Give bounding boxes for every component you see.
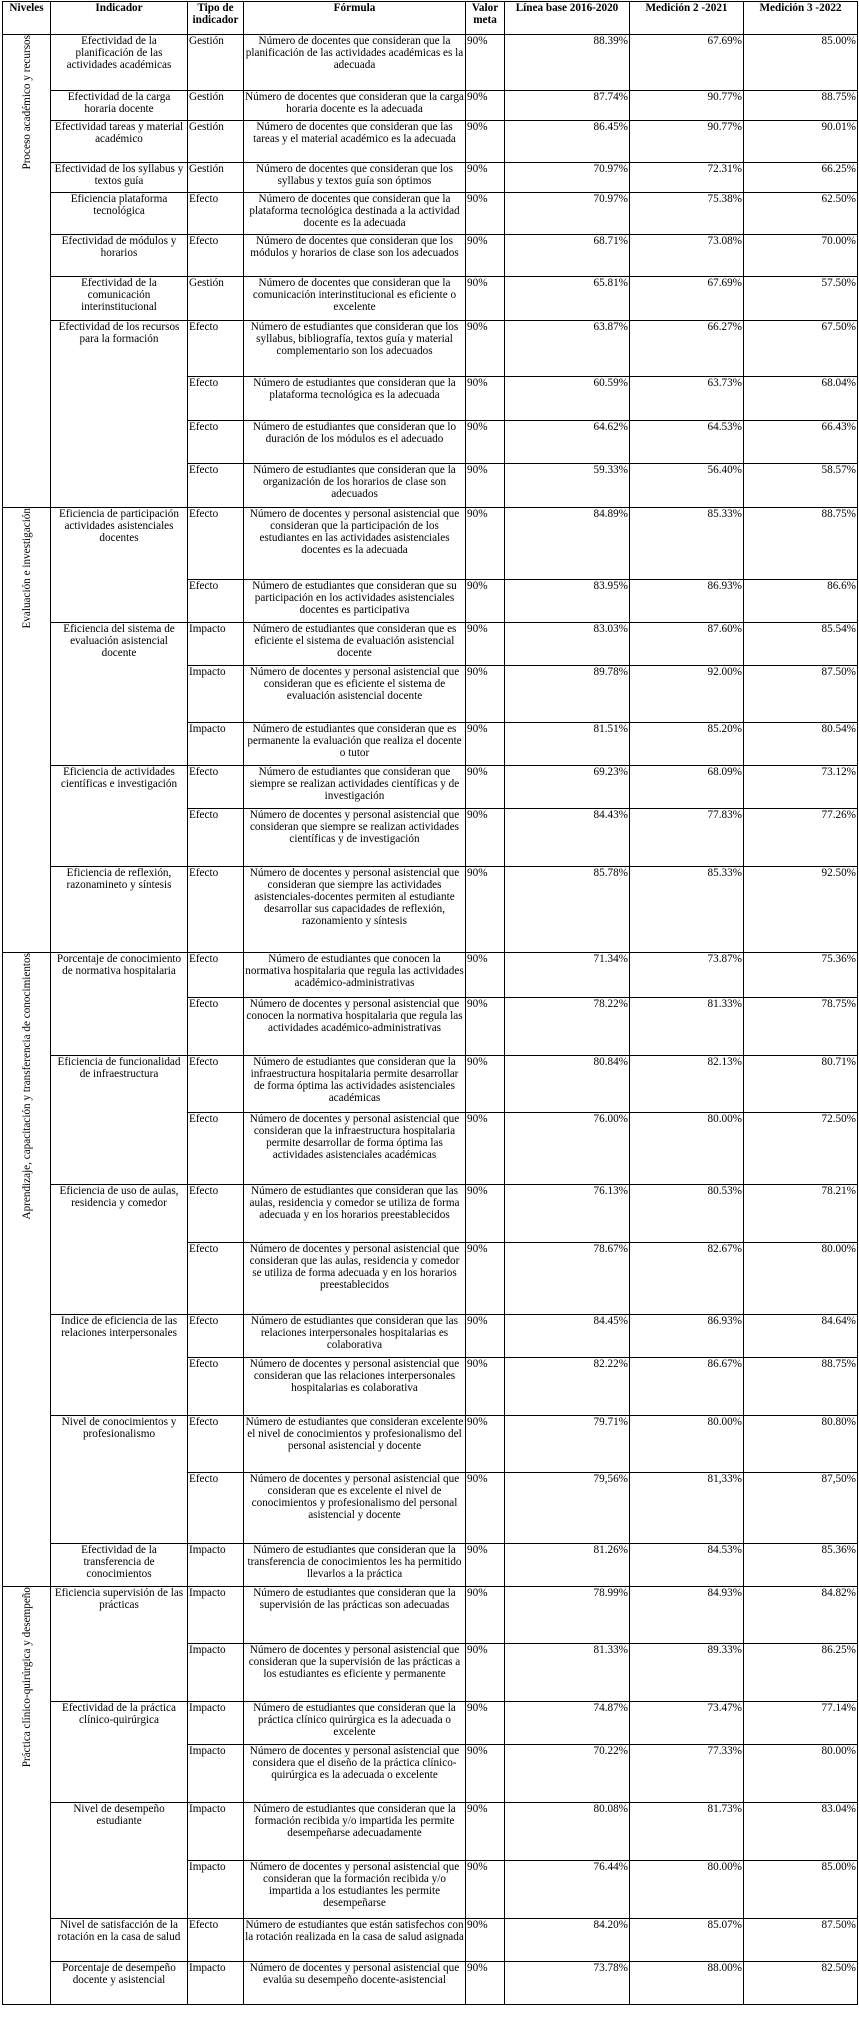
measure2-cell: 82.13% (630, 1056, 744, 1113)
type-cell: Impacto (188, 1803, 244, 1861)
measure3-cell: 85.36% (744, 1544, 858, 1587)
indicator-cell: Nivel de desempeño estudiante (51, 1803, 188, 1919)
measure2-cell: 63.73% (630, 377, 744, 421)
goal-cell: 90% (466, 998, 505, 1056)
table-row (3, 508, 858, 580)
goal-cell: 90% (466, 1056, 505, 1113)
baseline-cell: 78.67% (505, 1243, 630, 1315)
type-cell: Gestión (188, 91, 244, 121)
baseline-cell: 73.78% (505, 1962, 630, 2005)
goal-cell: 90% (466, 277, 505, 321)
measure3-cell: 85.54% (744, 623, 858, 666)
measure3-cell: 86.25% (744, 1644, 858, 1702)
formula-cell: Número de estudiantes que consideran que la formación recibida y/o impartida les permite desempeñarse adecuadamente (244, 1803, 466, 1861)
formula-cell: Número de docentes y personal asistencial que consideran que la supervisión de las prácticas a los estudiantes es eficiente y permanente (244, 1644, 466, 1702)
formula-cell: Número de docentes y personal asistencial que consideran que siempre se realizan actividades científicas y de investigación (244, 809, 466, 867)
type-cell: Efecto (188, 867, 244, 953)
type-cell: Efecto (188, 953, 244, 998)
table-row (3, 91, 858, 121)
formula-cell: Número de docentes y personal asistencial que consideran que la infraestructura hospitalaria permite desarrollar de forma óptima las actividades asistenciales académicas (244, 1113, 466, 1185)
table-row (3, 277, 858, 321)
measure3-cell: 90.01% (744, 121, 858, 163)
goal-cell: 90% (466, 580, 505, 623)
type-cell: Efecto (188, 1416, 244, 1473)
measure3-cell: 85.00% (744, 1861, 858, 1919)
table-row (3, 867, 858, 953)
measure3-cell: 77.26% (744, 809, 858, 867)
indicator-cell: Eficiencia de actividades científicas e investigación (51, 766, 188, 867)
table-row (3, 163, 858, 193)
goal-cell: 90% (466, 321, 505, 377)
formula-cell: Número de docentes y personal asistencial que consideran que la participación de los estudiantes en las actividades asistenciales docentes es la adecuada (244, 508, 466, 580)
baseline-cell: 69.23% (505, 766, 630, 809)
measure3-cell: 80.54% (744, 723, 858, 766)
formula-cell: Número de estudiantes que consideran que siempre se realizan actividades científicas y de investigación (244, 766, 466, 809)
header-medicion-2: Medición 2 -2021 (630, 2, 744, 35)
measure3-cell: 82.50% (744, 1962, 858, 2005)
type-cell: Gestión (188, 121, 244, 163)
formula-cell: Número de docentes que consideran que la carga horaria docente es la adecuada (244, 91, 466, 121)
baseline-cell: 60.59% (505, 377, 630, 421)
measure2-cell: 77.83% (630, 809, 744, 867)
formula-cell: Número de docentes y personal asistencial que consideran que siempre las actividades asistenciales-docentes permiten al estudiante desarrollar sus capacidades de reflexión, razonamiento y síntesis (244, 867, 466, 953)
measure2-cell: 67.69% (630, 35, 744, 91)
goal-cell: 90% (466, 1113, 505, 1185)
measure3-cell: 80.00% (744, 1745, 858, 1803)
goal-cell: 90% (466, 666, 505, 723)
indicator-cell: Eficiencia plataforma tecnológica (51, 193, 188, 235)
type-cell: Efecto (188, 809, 244, 867)
measure3-cell: 58.57% (744, 464, 858, 508)
measure2-cell: 56.40% (630, 464, 744, 508)
indicator-cell: Efectividad de la carga horaria docente (51, 91, 188, 121)
baseline-cell: 88.39% (505, 35, 630, 91)
measure2-cell: 89.33% (630, 1644, 744, 1702)
indicator-cell: Indice de eficiencia de las relaciones interpersonales (51, 1315, 188, 1416)
table-row (3, 1416, 858, 1473)
type-cell: Impacto (188, 623, 244, 666)
goal-cell: 90% (466, 1745, 505, 1803)
measure2-cell: 81,33% (630, 1473, 744, 1544)
measure3-cell: 75.36% (744, 953, 858, 998)
table-row (3, 35, 858, 91)
indicator-cell: Nivel de satisfacción de la rotación en la casa de salud (51, 1919, 188, 1962)
formula-cell: Número de estudiantes que consideran que la transferencia de conocimientos les ha permitido llevarlos a la práctica (244, 1544, 466, 1587)
goal-cell: 90% (466, 421, 505, 464)
baseline-cell: 76.00% (505, 1113, 630, 1185)
measure3-cell: 85.00% (744, 35, 858, 91)
formula-cell: Número de estudiantes que están satisfechos con la rotación realizada en la casa de salud asignada (244, 1919, 466, 1962)
measure2-cell: 87.60% (630, 623, 744, 666)
formula-cell: Número de estudiantes que consideran que es eficiente el sistema de evaluación asistencial docente (244, 623, 466, 666)
indicator-cell: Efectividad de la comunicación interinstitucional (51, 277, 188, 321)
baseline-cell: 63.87% (505, 321, 630, 377)
goal-cell: 90% (466, 1962, 505, 2005)
type-cell: Efecto (188, 580, 244, 623)
measure3-cell: 84.64% (744, 1315, 858, 1358)
formula-cell: Número de estudiantes que consideran que su participación en los actividades asistenciales docentes es participativa (244, 580, 466, 623)
type-cell: Efecto (188, 235, 244, 277)
level-cell (3, 35, 51, 508)
table-row (3, 1962, 858, 2005)
measure2-cell: 67.69% (630, 277, 744, 321)
indicator-cell: Efectividad de los recursos para la formación (51, 321, 188, 508)
indicator-cell: Efectividad de la planificación de las actividades académicas (51, 35, 188, 91)
header-indicador: Indicador (51, 2, 188, 35)
measure3-cell: 86.6% (744, 580, 858, 623)
measure2-cell: 84.93% (630, 1587, 744, 1644)
baseline-cell: 70.22% (505, 1745, 630, 1803)
type-cell: Efecto (188, 1358, 244, 1416)
goal-cell: 90% (466, 1587, 505, 1644)
measure3-cell: 66.43% (744, 421, 858, 464)
measure3-cell: 84.82% (744, 1587, 858, 1644)
formula-cell: Número de docentes y personal asistencial que consideran que es excelente el nivel de conocimientos y profesionalismo del personal asistencial y docente (244, 1473, 466, 1544)
measure2-cell: 90.77% (630, 91, 744, 121)
measure3-cell: 78.75% (744, 998, 858, 1056)
table-row (3, 1702, 858, 1745)
measure2-cell: 84.53% (630, 1544, 744, 1587)
baseline-cell: 81.51% (505, 723, 630, 766)
baseline-cell: 80.84% (505, 1056, 630, 1113)
type-cell: Impacto (188, 1544, 244, 1587)
goal-cell: 90% (466, 809, 505, 867)
type-cell: Efecto (188, 464, 244, 508)
type-cell: Impacto (188, 1702, 244, 1745)
baseline-cell: 76.44% (505, 1861, 630, 1919)
measure2-cell: 85.33% (630, 867, 744, 953)
baseline-cell: 81.26% (505, 1544, 630, 1587)
measure2-cell: 86.93% (630, 1315, 744, 1358)
measure2-cell: 77.33% (630, 1745, 744, 1803)
goal-cell: 90% (466, 1315, 505, 1358)
level-label: Práctica clínico-quirúrgica y desempeño (20, 1587, 33, 1768)
indicator-cell: Porcentaje de desempeño docente y asistencial (51, 1962, 188, 2005)
baseline-cell: 82.22% (505, 1358, 630, 1416)
goal-cell: 90% (466, 193, 505, 235)
goal-cell: 90% (466, 1861, 505, 1919)
measure2-cell: 73.87% (630, 953, 744, 998)
measure2-cell: 81.33% (630, 998, 744, 1056)
baseline-cell: 78.22% (505, 998, 630, 1056)
type-cell: Efecto (188, 377, 244, 421)
header-linea-base: Línea base 2016-2020 (505, 2, 630, 35)
baseline-cell: 85.78% (505, 867, 630, 953)
indicator-cell: Eficiencia del sistema de evaluación asistencial docente (51, 623, 188, 766)
formula-cell: Número de docentes que consideran que los syllabus y textos guía son óptimos (244, 163, 466, 193)
goal-cell: 90% (466, 723, 505, 766)
baseline-cell: 86.45% (505, 121, 630, 163)
measure2-cell: 68.09% (630, 766, 744, 809)
formula-cell: Número de estudiantes que conocen la normativa hospitalaria que regula las actividades académico-administrativas (244, 953, 466, 998)
table-row (3, 1315, 858, 1358)
measure3-cell: 80.00% (744, 1243, 858, 1315)
formula-cell: Número de docentes y personal asistencial que consideran que la formación recibida y/o impartida a los estudiantes les permite desempeñarse (244, 1861, 466, 1919)
goal-cell: 90% (466, 953, 505, 998)
type-cell: Impacto (188, 1861, 244, 1919)
measure3-cell: 72.50% (744, 1113, 858, 1185)
goal-cell: 90% (466, 1544, 505, 1587)
formula-cell: Número de estudiantes que consideran que las relaciones interpersonales hospitalarias es colaborativa (244, 1315, 466, 1358)
indicator-cell: Eficiencia de participación actividades asistenciales docentes (51, 508, 188, 623)
goal-cell: 90% (466, 1644, 505, 1702)
goal-cell: 90% (466, 623, 505, 666)
formula-cell: Número de docentes y personal asistencial que consideran que las aulas, residencia y comedor se utiliza de forma adecuada y en los horarios preestablecidos (244, 1243, 466, 1315)
measure3-cell: 87.50% (744, 666, 858, 723)
baseline-cell: 83.03% (505, 623, 630, 666)
indicator-cell: Efectividad de la transferencia de conocimientos (51, 1544, 188, 1587)
level-label: Evaluación e investigación (20, 508, 33, 629)
formula-cell: Número de estudiantes que consideran que la supervisión de las prácticas son adecuadas (244, 1587, 466, 1644)
indicator-cell: Efectividad de módulos y horarios (51, 235, 188, 277)
baseline-cell: 65.81% (505, 277, 630, 321)
table-row (3, 321, 858, 377)
type-cell: Efecto (188, 998, 244, 1056)
measure2-cell: 90.77% (630, 121, 744, 163)
measure3-cell: 77.14% (744, 1702, 858, 1745)
type-cell: Efecto (188, 1315, 244, 1358)
formula-cell: Número de estudiantes que consideran que la organización de los horarios de clase son adecuados (244, 464, 466, 508)
baseline-cell: 84.45% (505, 1315, 630, 1358)
measure2-cell: 80.00% (630, 1416, 744, 1473)
formula-cell: Número de estudiantes que consideran que la infraestructura hospitalaria permite desarrollar de forma óptima las actividades asistenciales académicas (244, 1056, 466, 1113)
indicator-cell: Eficiencia de reflexión, razonamineto y síntesis (51, 867, 188, 953)
measure2-cell: 66.27% (630, 321, 744, 377)
indicator-cell: Eficiencia de uso de aulas, residencia y comedor (51, 1185, 188, 1315)
table-row (3, 1587, 858, 1644)
formula-cell: Número de estudiantes que consideran que la plataforma tecnológica es la adecuada (244, 377, 466, 421)
table-row (3, 623, 858, 666)
measure2-cell: 85.33% (630, 508, 744, 580)
goal-cell: 90% (466, 1358, 505, 1416)
goal-cell: 90% (466, 1803, 505, 1861)
goal-cell: 90% (466, 508, 505, 580)
goal-cell: 90% (466, 377, 505, 421)
formula-cell: Número de docentes y personal asistencial que considera que el diseño de la práctica clínico-quirúrgica es la adecuada o excelente (244, 1745, 466, 1803)
level-cell (3, 508, 51, 953)
measure2-cell: 75.38% (630, 193, 744, 235)
measure3-cell: 62.50% (744, 193, 858, 235)
indicator-cell: Nivel de conocimientos y profesionalismo (51, 1416, 188, 1544)
header-formula: Fórmula (244, 2, 466, 35)
level-cell (3, 953, 51, 1587)
measure2-cell: 73.08% (630, 235, 744, 277)
goal-cell: 90% (466, 1185, 505, 1243)
type-cell: Impacto (188, 1644, 244, 1702)
measure3-cell: 66.25% (744, 163, 858, 193)
measure2-cell: 85.20% (630, 723, 744, 766)
table-row (3, 1544, 858, 1587)
formula-cell: Número de docentes y personal asistencial que conocen la normativa hospitalaria que regula las actividades académico-administrativas (244, 998, 466, 1056)
indicator-cell: Efectividad de la práctica clínico-quirúrgica (51, 1702, 188, 1803)
type-cell: Gestión (188, 163, 244, 193)
formula-cell: Número de docentes que consideran que los módulos y horarios de clase son los adecuados (244, 235, 466, 277)
indicators-table (2, 1, 858, 2005)
measure2-cell: 80.00% (630, 1113, 744, 1185)
baseline-cell: 74.87% (505, 1702, 630, 1745)
measure3-cell: 87,50% (744, 1473, 858, 1544)
baseline-cell: 64.62% (505, 421, 630, 464)
type-cell: Efecto (188, 1243, 244, 1315)
formula-cell: Número de estudiantes que consideran que lo duración de los módulos es el adecuado (244, 421, 466, 464)
indicator-cell: Porcentaje de conocimiento de normativa hospitalaria (51, 953, 188, 1056)
indicator-cell: Eficiencia supervisión de las prácticas (51, 1587, 188, 1702)
table-row (3, 1919, 858, 1962)
measure2-cell: 64.53% (630, 421, 744, 464)
baseline-cell: 87.74% (505, 91, 630, 121)
measure3-cell: 92.50% (744, 867, 858, 953)
type-cell: Efecto (188, 193, 244, 235)
header-tipo: Tipo de indicador (188, 2, 244, 35)
goal-cell: 90% (466, 1702, 505, 1745)
type-cell: Gestión (188, 277, 244, 321)
type-cell: Efecto (188, 1056, 244, 1113)
goal-cell: 90% (466, 235, 505, 277)
table-row (3, 1803, 858, 1861)
type-cell: Impacto (188, 666, 244, 723)
formula-cell: Número de docentes y personal asistencial que consideran que es eficiente el sistema de evaluación asistencial docente (244, 666, 466, 723)
measure2-cell: 81.73% (630, 1803, 744, 1861)
measure2-cell: 86.67% (630, 1358, 744, 1416)
baseline-cell: 78.99% (505, 1587, 630, 1644)
measure2-cell: 88.00% (630, 1962, 744, 2005)
goal-cell: 90% (466, 91, 505, 121)
table-row (3, 1185, 858, 1243)
measure3-cell: 83.04% (744, 1803, 858, 1861)
baseline-cell: 84.89% (505, 508, 630, 580)
measure3-cell: 80.71% (744, 1056, 858, 1113)
goal-cell: 90% (466, 1919, 505, 1962)
level-cell (3, 1587, 51, 2005)
baseline-cell: 68.71% (505, 235, 630, 277)
measure2-cell: 80.53% (630, 1185, 744, 1243)
indicator-cell: Efectividad tareas y material académico (51, 121, 188, 163)
baseline-cell: 70.97% (505, 163, 630, 193)
baseline-cell: 70.97% (505, 193, 630, 235)
baseline-cell: 84.20% (505, 1919, 630, 1962)
type-cell: Efecto (188, 1185, 244, 1243)
formula-cell: Número de docentes que consideran que las tareas y el material académico es la adecuada (244, 121, 466, 163)
baseline-cell: 84.43% (505, 809, 630, 867)
measure3-cell: 73.12% (744, 766, 858, 809)
baseline-cell: 79,56% (505, 1473, 630, 1544)
indicator-cell: Eficiencia de funcionalidad de infraestructura (51, 1056, 188, 1185)
type-cell: Efecto (188, 1919, 244, 1962)
formula-cell: Número de estudiantes que consideran que la práctica clínico quirúrgica es la adecuada o excelente (244, 1702, 466, 1745)
type-cell: Impacto (188, 1962, 244, 2005)
baseline-cell: 80.08% (505, 1803, 630, 1861)
formula-cell: Número de docentes que consideran que la plataforma tecnológica destinada a la actividad docente es la adecuada (244, 193, 466, 235)
goal-cell: 90% (466, 1473, 505, 1544)
formula-cell: Número de docentes que consideran que la planificación de las actividades académicas es la adecuada (244, 35, 466, 91)
measure2-cell: 85.07% (630, 1919, 744, 1962)
formula-cell: Número de docentes y personal asistencial que consideran que las relaciones interpersonales hospitalarias es colaborativa (244, 1358, 466, 1416)
baseline-cell: 81.33% (505, 1644, 630, 1702)
baseline-cell: 59.33% (505, 464, 630, 508)
goal-cell: 90% (466, 1416, 505, 1473)
measure3-cell: 68.04% (744, 377, 858, 421)
type-cell: Efecto (188, 766, 244, 809)
table-row (3, 1056, 858, 1113)
goal-cell: 90% (466, 163, 505, 193)
type-cell: Impacto (188, 1745, 244, 1803)
baseline-cell: 79.71% (505, 1416, 630, 1473)
type-cell: Efecto (188, 1473, 244, 1544)
measure3-cell: 80.80% (744, 1416, 858, 1473)
level-label: Proceso académico y recursos (20, 35, 33, 170)
type-cell: Efecto (188, 321, 244, 377)
table-row (3, 766, 858, 809)
goal-cell: 90% (466, 867, 505, 953)
measure3-cell: 57.50% (744, 277, 858, 321)
measure3-cell: 88.75% (744, 91, 858, 121)
type-cell: Efecto (188, 508, 244, 580)
formula-cell: Número de estudiantes que consideran que es permanente la evaluación que realiza el docente o tutor (244, 723, 466, 766)
measure3-cell: 87.50% (744, 1919, 858, 1962)
measure3-cell: 88.75% (744, 1358, 858, 1416)
measure2-cell: 73.47% (630, 1702, 744, 1745)
header-niveles: Niveles (3, 2, 51, 35)
baseline-cell: 83.95% (505, 580, 630, 623)
goal-cell: 90% (466, 464, 505, 508)
measure2-cell: 86.93% (630, 580, 744, 623)
goal-cell: 90% (466, 121, 505, 163)
table-row (3, 193, 858, 235)
measure3-cell: 70.00% (744, 235, 858, 277)
measure3-cell: 88.75% (744, 508, 858, 580)
measure3-cell: 78.21% (744, 1185, 858, 1243)
goal-cell: 90% (466, 766, 505, 809)
formula-cell: Número de docentes que consideran que la comunicación interinstitucional es eficiente o excelente (244, 277, 466, 321)
formula-cell: Número de docentes y personal asistencial que evalúa su desempeño docente-asistencial (244, 1962, 466, 2005)
table-row (3, 953, 858, 998)
baseline-cell: 71.34% (505, 953, 630, 998)
type-cell: Efecto (188, 1113, 244, 1185)
goal-cell: 90% (466, 35, 505, 91)
type-cell: Impacto (188, 1587, 244, 1644)
header-valor-meta: Valor meta (466, 2, 505, 35)
measure3-cell: 67.50% (744, 321, 858, 377)
type-cell: Gestión (188, 35, 244, 91)
table-row (3, 121, 858, 163)
measure2-cell: 82.67% (630, 1243, 744, 1315)
formula-cell: Número de estudiantes que consideran que las aulas, residencia y comedor se utiliza de forma adecuada y en los horarios preestablecidos (244, 1185, 466, 1243)
formula-cell: Número de estudiantes que consideran que los syllabus, bibliografía, textos guía y material complementario son los adecuados (244, 321, 466, 377)
formula-cell: Número de estudiantes que consideran excelente el nivel de conocimientos y profesionalismo del personal asistencial y docente (244, 1416, 466, 1473)
indicator-cell: Efectividad de los syllabus y textos guía (51, 163, 188, 193)
baseline-cell: 76.13% (505, 1185, 630, 1243)
table-row (3, 235, 858, 277)
level-label: Aprendizaje, capacitación y transferencia de conocimientos (20, 953, 33, 1220)
goal-cell: 90% (466, 1243, 505, 1315)
baseline-cell: 89.78% (505, 666, 630, 723)
header-row (3, 2, 858, 35)
type-cell: Impacto (188, 723, 244, 766)
measure2-cell: 80.00% (630, 1861, 744, 1919)
type-cell: Efecto (188, 421, 244, 464)
header-medicion-3: Medición 3 -2022 (744, 2, 858, 35)
measure2-cell: 72.31% (630, 163, 744, 193)
measure2-cell: 92.00% (630, 666, 744, 723)
